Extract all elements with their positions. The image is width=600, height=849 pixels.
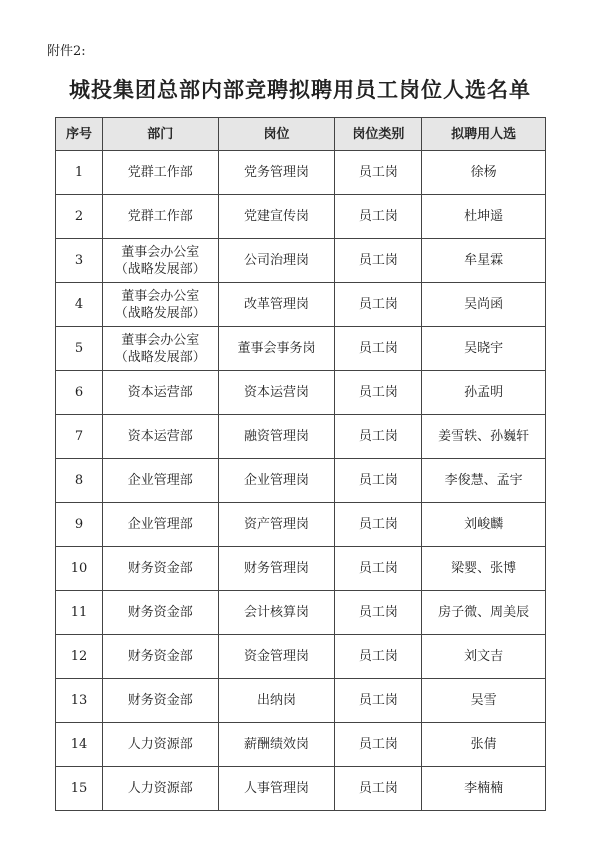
row-department: 财务资金部 bbox=[102, 547, 218, 591]
row-position: 会计核算岗 bbox=[218, 591, 335, 635]
table-row bbox=[56, 195, 546, 239]
row-candidates: 徐杨 bbox=[422, 151, 546, 195]
row-department: 财务资金部 bbox=[102, 591, 218, 635]
row-index: 10 bbox=[56, 547, 103, 591]
table-row bbox=[56, 327, 546, 371]
row-department: 党群工作部 bbox=[102, 151, 218, 195]
row-position: 薪酬绩效岗 bbox=[218, 723, 335, 767]
row-department: 企业管理部 bbox=[102, 503, 218, 547]
candidate-table bbox=[55, 117, 546, 811]
row-candidates: 刘峻麟 bbox=[422, 503, 546, 547]
table-row bbox=[56, 283, 546, 327]
row-index: 14 bbox=[56, 723, 103, 767]
row-candidates: 房子微、周美辰 bbox=[422, 591, 546, 635]
table-row bbox=[56, 547, 546, 591]
row-candidates: 孙孟明 bbox=[422, 371, 546, 415]
table-row bbox=[56, 371, 546, 415]
row-index: 5 bbox=[56, 327, 103, 371]
row-position-type: 员工岗 bbox=[335, 591, 422, 635]
row-department: 人力资源部 bbox=[102, 723, 218, 767]
row-position-type: 员工岗 bbox=[335, 283, 422, 327]
row-index: 12 bbox=[56, 635, 103, 679]
row-position-type: 员工岗 bbox=[335, 151, 422, 195]
table-row bbox=[56, 459, 546, 503]
row-candidates: 刘文吉 bbox=[422, 635, 546, 679]
row-position: 党建宣传岗 bbox=[218, 195, 335, 239]
table-row bbox=[56, 503, 546, 547]
row-position: 改革管理岗 bbox=[218, 283, 335, 327]
row-department: 董事会办公室 （战略发展部） bbox=[102, 239, 218, 283]
row-index: 4 bbox=[56, 283, 103, 327]
header-position: 岗位 bbox=[218, 118, 335, 151]
row-candidates: 吴尚函 bbox=[422, 283, 546, 327]
row-position-type: 员工岗 bbox=[335, 459, 422, 503]
row-candidates: 张倩 bbox=[422, 723, 546, 767]
table-row bbox=[56, 239, 546, 283]
table-row bbox=[56, 723, 546, 767]
row-candidates: 李俊慧、孟宇 bbox=[422, 459, 546, 503]
row-position: 董事会事务岗 bbox=[218, 327, 335, 371]
row-position-type: 员工岗 bbox=[335, 239, 422, 283]
row-candidates: 姜雪轶、孙巍轩 bbox=[422, 415, 546, 459]
row-position-type: 员工岗 bbox=[335, 635, 422, 679]
row-department: 企业管理部 bbox=[102, 459, 218, 503]
row-candidates: 吴晓宇 bbox=[422, 327, 546, 371]
row-position-type: 员工岗 bbox=[335, 503, 422, 547]
row-position-type: 员工岗 bbox=[335, 327, 422, 371]
row-index: 9 bbox=[56, 503, 103, 547]
row-position: 公司治理岗 bbox=[218, 239, 335, 283]
row-position: 财务管理岗 bbox=[218, 547, 335, 591]
row-department: 董事会办公室 （战略发展部） bbox=[102, 327, 218, 371]
table-row bbox=[56, 767, 546, 811]
table-row bbox=[56, 591, 546, 635]
table-row bbox=[56, 679, 546, 723]
row-position: 资本运营岗 bbox=[218, 371, 335, 415]
row-position: 资产管理岗 bbox=[218, 503, 335, 547]
row-candidates: 李楠楠 bbox=[422, 767, 546, 811]
row-candidates: 梁婴、张博 bbox=[422, 547, 546, 591]
row-candidates: 杜坤遥 bbox=[422, 195, 546, 239]
row-index: 6 bbox=[56, 371, 103, 415]
row-position-type: 员工岗 bbox=[335, 767, 422, 811]
header-candidates: 拟聘用人选 bbox=[422, 118, 546, 151]
row-position-type: 员工岗 bbox=[335, 723, 422, 767]
row-department: 财务资金部 bbox=[102, 635, 218, 679]
row-position: 党务管理岗 bbox=[218, 151, 335, 195]
row-department: 资本运营部 bbox=[102, 371, 218, 415]
row-index: 2 bbox=[56, 195, 103, 239]
table-row bbox=[56, 415, 546, 459]
row-position: 资金管理岗 bbox=[218, 635, 335, 679]
row-position-type: 员工岗 bbox=[335, 371, 422, 415]
row-index: 8 bbox=[56, 459, 103, 503]
attachment-label: 附件2: bbox=[47, 44, 86, 59]
document-title: 城投集团总部内部竞聘拟聘用员工岗位人选名单 bbox=[69, 77, 531, 102]
row-index: 13 bbox=[56, 679, 103, 723]
row-position-type: 员工岗 bbox=[335, 195, 422, 239]
row-index: 15 bbox=[56, 767, 103, 811]
row-position: 出纳岗 bbox=[218, 679, 335, 723]
row-position: 人事管理岗 bbox=[218, 767, 335, 811]
row-department: 党群工作部 bbox=[102, 195, 218, 239]
row-department: 财务资金部 bbox=[102, 679, 218, 723]
header-department: 部门 bbox=[102, 118, 218, 151]
row-department: 资本运营部 bbox=[102, 415, 218, 459]
row-index: 1 bbox=[56, 151, 103, 195]
row-department: 董事会办公室 （战略发展部） bbox=[102, 283, 218, 327]
row-position: 企业管理岗 bbox=[218, 459, 335, 503]
row-index: 11 bbox=[56, 591, 103, 635]
table-header-row bbox=[56, 118, 546, 151]
row-index: 3 bbox=[56, 239, 103, 283]
row-position-type: 员工岗 bbox=[335, 547, 422, 591]
row-position-type: 员工岗 bbox=[335, 679, 422, 723]
table-row bbox=[56, 151, 546, 195]
header-position-type: 岗位类别 bbox=[335, 118, 422, 151]
header-index: 序号 bbox=[56, 118, 103, 151]
row-candidates: 吴雪 bbox=[422, 679, 546, 723]
row-candidates: 牟星霖 bbox=[422, 239, 546, 283]
table-row bbox=[56, 635, 546, 679]
row-position: 融资管理岗 bbox=[218, 415, 335, 459]
row-position-type: 员工岗 bbox=[335, 415, 422, 459]
row-department: 人力资源部 bbox=[102, 767, 218, 811]
row-index: 7 bbox=[56, 415, 103, 459]
